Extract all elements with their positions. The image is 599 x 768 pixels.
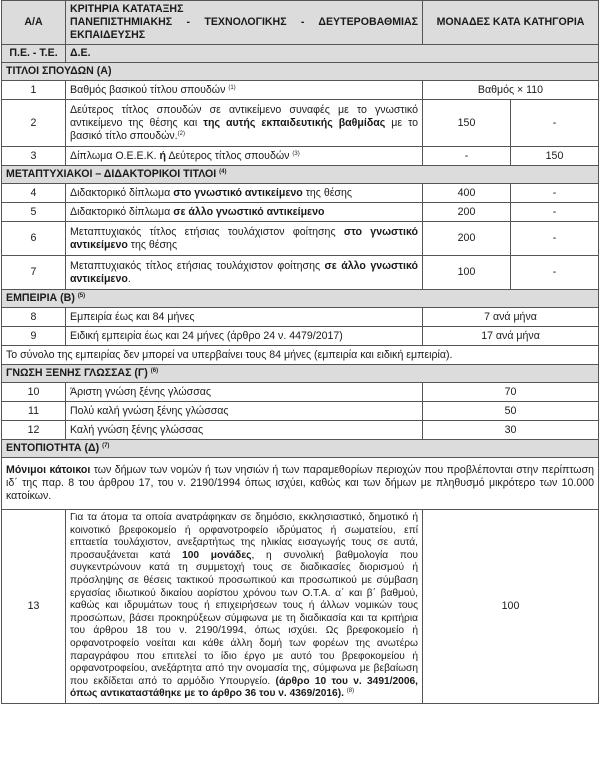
header-points: ΜΟΝΑΔΕΣ ΚΑΤΑ ΚΑΤΗΓΟΡΙΑ <box>423 1 599 45</box>
row-number: 6 <box>2 222 66 256</box>
locality-note: Μόνιμοι κάτοικοι των δήμων των νομών ή των νησιών ή των παραμεθορίων περιοχών που προβλέπονται στην περίπτωση ιδ΄ της παρ. 8 του άρθρου 17, του ν. 2190/1994 όπως ισχύει, καθώς και των δήμων με πληθυσμό μικρότερο των 10.000 κατοίκων. <box>2 458 599 510</box>
table-row <box>2 308 599 327</box>
row-criterion: Βαθμός βασικού τίτλου σπουδών $^{(1)}$ <box>66 81 423 100</box>
row-points: 50 <box>423 402 599 421</box>
row-number: 7 <box>2 256 66 290</box>
table-row <box>2 81 599 100</box>
locality-note-row <box>2 458 599 510</box>
section-language: ΓΝΩΣΗ ΞΕΝΗΣ ΓΛΩΣΣΑΣ (Γ) $^{(6)}$ <box>2 365 599 383</box>
row-points-de: 150 <box>511 147 599 166</box>
section-locality-row <box>2 440 599 458</box>
section-titles-row <box>2 63 599 81</box>
row-number: 5 <box>2 203 66 222</box>
table-row <box>2 203 599 222</box>
row-number: 8 <box>2 308 66 327</box>
subheader-pe-te: Π.Ε. - Τ.Ε. <box>2 45 66 63</box>
row-criterion: Μεταπτυχιακός τίτλος ετήσιας τουλάχιστον φοίτησης σε άλλο γνωστικό αντικείμενο. <box>66 256 423 290</box>
header-criteria-line1: ΚΡΙΤΗΡΙΑ ΚΑΤΑΤΑΞΗΣ <box>70 3 184 15</box>
row-points-pe: - <box>423 147 511 166</box>
row-criterion: Μεταπτυχιακός τίτλος ετήσιας τουλάχιστον φοίτησης στο γνωστικό αντικείμενο της θέσης <box>66 222 423 256</box>
criteria-table <box>1 0 599 704</box>
header-criteria <box>66 1 423 45</box>
row-points-pe: 150 <box>423 100 511 147</box>
row-points-de: - <box>511 100 599 147</box>
section-locality: ΕΝΤΟΠΙΟΤΗΤΑ (Δ) $^{(7)}$ <box>2 440 599 458</box>
row-criterion: Καλή γνώση ξένης γλώσσας <box>66 421 423 440</box>
row-number: 3 <box>2 147 66 166</box>
row-number: 2 <box>2 100 66 147</box>
row-points-pe: 200 <box>423 203 511 222</box>
row-points-de: - <box>511 222 599 256</box>
row-number: 1 <box>2 81 66 100</box>
row-points-pe: 400 <box>423 184 511 203</box>
header-aa: Α/Α <box>2 1 66 45</box>
table-row <box>2 383 599 402</box>
row-criterion: Δεύτερος τίτλος σπουδών σε αντικείμενο συναφές με το γνωστικό αντικείμενο της θέσης και της αυτής εκπαιδευτικής βαθμίδας με το βασικό τίτλο σπουδών.$^{(2)}$ <box>66 100 423 147</box>
row-points: Βαθμός × 110 <box>423 81 599 100</box>
table-row <box>2 184 599 203</box>
row-points-pe: 200 <box>423 222 511 256</box>
experience-note-row <box>2 346 599 365</box>
table-row <box>2 421 599 440</box>
table-row <box>2 100 599 147</box>
table-row <box>2 510 599 704</box>
row-number: 10 <box>2 383 66 402</box>
table-row <box>2 402 599 421</box>
table-row <box>2 327 599 346</box>
row-points-de: - <box>511 256 599 290</box>
table-row <box>2 147 599 166</box>
row-criterion: Άριστη γνώση ξένης γλώσσας <box>66 383 423 402</box>
row-criterion: Ειδική εμπειρία έως και 24 μήνες (άρθρο 24 ν. 4479/2017) <box>66 327 423 346</box>
row-criterion: Πολύ καλή γνώση ξένης γλώσσας <box>66 402 423 421</box>
row-points: 100 <box>423 510 599 704</box>
section-titles: ΤΙΤΛΟΙ ΣΠΟΥΔΩΝ (Α) <box>2 63 599 81</box>
row-number: 9 <box>2 327 66 346</box>
section-postgrad: ΜΕΤΑΠΤΥΧΙΑΚΟΙ – ΔΙΔΑΚΤΟΡΙΚΟΙ ΤΙΤΛΟΙ $^{(4)}$ <box>2 166 599 184</box>
row-number: 13 <box>2 510 66 704</box>
subheader-row <box>2 45 599 63</box>
table-row <box>2 222 599 256</box>
row-points-de: - <box>511 203 599 222</box>
row-number: 4 <box>2 184 66 203</box>
row-criterion: Διδακτορικό δίπλωμα σε άλλο γνωστικό αντικείμενο <box>66 203 423 222</box>
section-experience: ΕΜΠΕΙΡΙΑ (Β) $^{(5)}$ <box>2 290 599 308</box>
row-points: 30 <box>423 421 599 440</box>
section-experience-row <box>2 290 599 308</box>
row-points: 70 <box>423 383 599 402</box>
row-number: 11 <box>2 402 66 421</box>
row-criterion: Δίπλωμα Ο.Ε.Ε.Κ. ή Δεύτερος τίτλος σπουδών $^{(3)}$ <box>66 147 423 166</box>
row-number: 12 <box>2 421 66 440</box>
header-criteria-line2: ΠΑΝΕΠΙΣΤΗΜΙΑΚΗΣ - ΤΕΧΝΟΛΟΓΙΚΗΣ - ΔΕΥΤΕΡΟΒΑΘΜΙΑΣ ΕΚΠΑΙΔΕΥΣΗΣ <box>70 16 418 41</box>
row-points-de: - <box>511 184 599 203</box>
table-header-row <box>2 1 599 45</box>
table-row <box>2 256 599 290</box>
row-criterion: Για τα άτομα τα οποία ανατράφηκαν σε δημόσιο, εκκλησιαστικό, δημοτικό ή κοινοτικό βρεφοκομείο ή ορφανοτροφείο ιδρύματος ή σωματείου, επί επταετία τουλάχιστον, ανεξαρτήτως της ηλικίας εισαγωγής τους σε αυτά, προσαυξάνεται κατά 100 μονάδες, η συνολική βαθμολογία που συγκεντρώνουν κατά τη συμμετοχή τους σε διαδικασίες διορισμού ή πρόσληψης σε θέσεις τακτικού προσωπικού και προσωπικού με σύμβαση εργασίας ιδιωτικού δικαίου αορίστου χρόνου των Ο.Τ.Α. α΄ και β΄ βαθμού, καθώς και ιδρυμάτων τους ή επιχειρήσεων τους ή άλλων νομικών τους προσώπων, βάσει προκηρύξεων σύμφωνα με τη διαδικασία και τα κριτήρια του άρθρου 18 του ν. 2190/1994, όπως ισχύει. Ως βρεφοκομείο ή ορφανοτροφείο νοείται και κάθε άλλη δομή των φορέων της ανωτέρω παραγράφου που επιτελεί το ίδιο έργο με αυτό του βρεφοκομείου ή ορφανοτροφείου, ανεξάρτητα από την ονομασία της, σύμφωνα με βεβαίωση που εκδίδεται από το αρμόδιο Υπουργείο. (άρθρο 10 του ν. 3491/2006, όπως αντικαταστάθηκε με το άρθρο 36 του ν. 4369/2016). $^{(8)}$ <box>66 510 423 704</box>
experience-note: Το σύνολο της εμπειρίας δεν μπορεί να υπερβαίνει τους 84 μήνες (εμπειρία και ειδική εμπειρία). <box>2 346 599 365</box>
row-criterion: Εμπειρία έως και 84 μήνες <box>66 308 423 327</box>
section-language-row <box>2 365 599 383</box>
row-points-pe: 100 <box>423 256 511 290</box>
section-postgrad-row <box>2 166 599 184</box>
row-points: 17 ανά μήνα <box>423 327 599 346</box>
subheader-de: Δ.Ε. <box>66 45 599 63</box>
row-points: 7 ανά μήνα <box>423 308 599 327</box>
row-criterion: Διδακτορικό δίπλωμα στο γνωστικό αντικείμενο της θέσης <box>66 184 423 203</box>
